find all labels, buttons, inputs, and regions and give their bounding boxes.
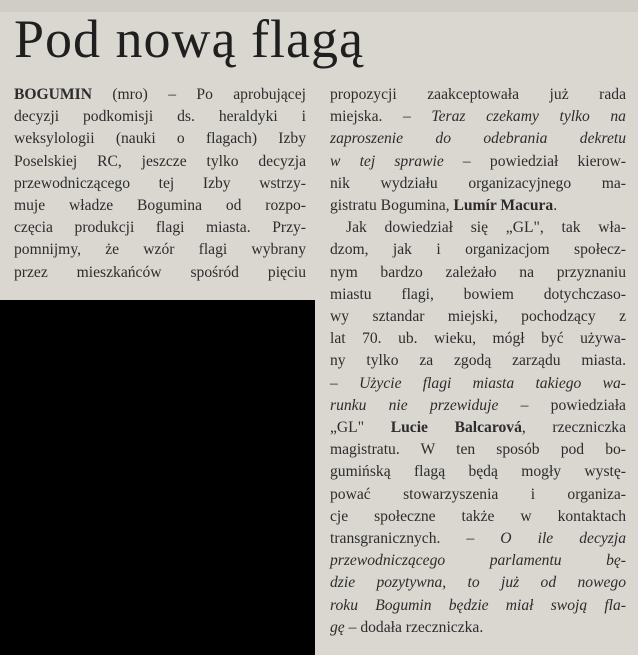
text-line: propozycji zaakceptowała już rada xyxy=(330,86,626,103)
text-line: roku Bogumin będzie miał swoją fla- xyxy=(330,596,626,614)
text-line: miastu flagi, bowiem dotychczaso- xyxy=(330,285,626,303)
text-line: pomnijmy, że wzór flagi wybrany xyxy=(14,241,306,259)
text-line: gumińską flagą będą mogły wystę- xyxy=(330,463,626,481)
text-line: gistratu Bogumina, Lumír Macura. xyxy=(330,197,558,215)
text-line: lat 70. ub. wieku, mógł być używa- xyxy=(330,330,626,348)
article-headline: Pod nową flagą xyxy=(14,9,364,69)
text-line: weksylologii (nauki o flagach) Izby xyxy=(14,130,306,148)
text-line: w tej sprawie – powiedział kierow- xyxy=(330,152,627,170)
text-line: dzom, jak i organizacjom społecz- xyxy=(330,241,626,259)
text-line: dzie pozytywna, to już od nowego xyxy=(330,574,626,592)
text-line: przewodniczącego parlamentu bę- xyxy=(330,552,626,570)
text-line: przewodniczącego tej Izby wstrzy- xyxy=(14,174,306,192)
text-line: magistratu. W ten sposób pod bo- xyxy=(330,441,626,459)
text-line: – Użycie flagi miasta takiego wa- xyxy=(330,374,626,392)
article-right-column xyxy=(330,84,626,639)
text-line: decyzji podkomisji ds. heraldyki i xyxy=(14,108,306,126)
text-line: Poselskiej RC, jeszcze tylko decyzja xyxy=(14,152,306,170)
text-line: muje władze Bogumina od rozpo- xyxy=(14,197,306,215)
text-line: runku nie przewiduje – powiedziała xyxy=(330,396,626,414)
text-line: ny tylko za zgodą zarządu miasta. xyxy=(330,352,626,370)
text-line: transgranicznych. – O ile decyzja xyxy=(330,530,626,548)
redaction-block xyxy=(0,300,315,655)
text-line: miejska. – Teraz czekamy tylko na xyxy=(330,108,626,126)
article-left-column xyxy=(14,84,306,284)
text-line: wy sztandar miejski, pochodzący z xyxy=(330,308,626,326)
text-line: pować stowarzyszenia i organiza- xyxy=(330,485,626,503)
text-line: „GL" Lucie Balcarová, rzeczniczka xyxy=(330,419,626,437)
text-line: zaproszenie do odebrania dekretu xyxy=(330,130,626,148)
text-line: nik wydziału organizacyjnego ma- xyxy=(330,174,626,192)
text-line: częcia produkcji flagi miasta. Przy- xyxy=(14,219,306,237)
text-line: nym bardzo zależało na przyznaniu xyxy=(330,263,626,281)
text-line: cje społeczne także w kontaktach xyxy=(330,507,626,525)
text-line: przez mieszkańców spośród pięciu xyxy=(14,263,306,281)
text-line: gę – dodała rzeczniczka. xyxy=(330,618,484,636)
text-line: Jak dowiedział się „GL", tak wła- xyxy=(346,219,626,237)
text-line: BOGUMIN (mro) – Po aprobującej xyxy=(14,86,306,103)
